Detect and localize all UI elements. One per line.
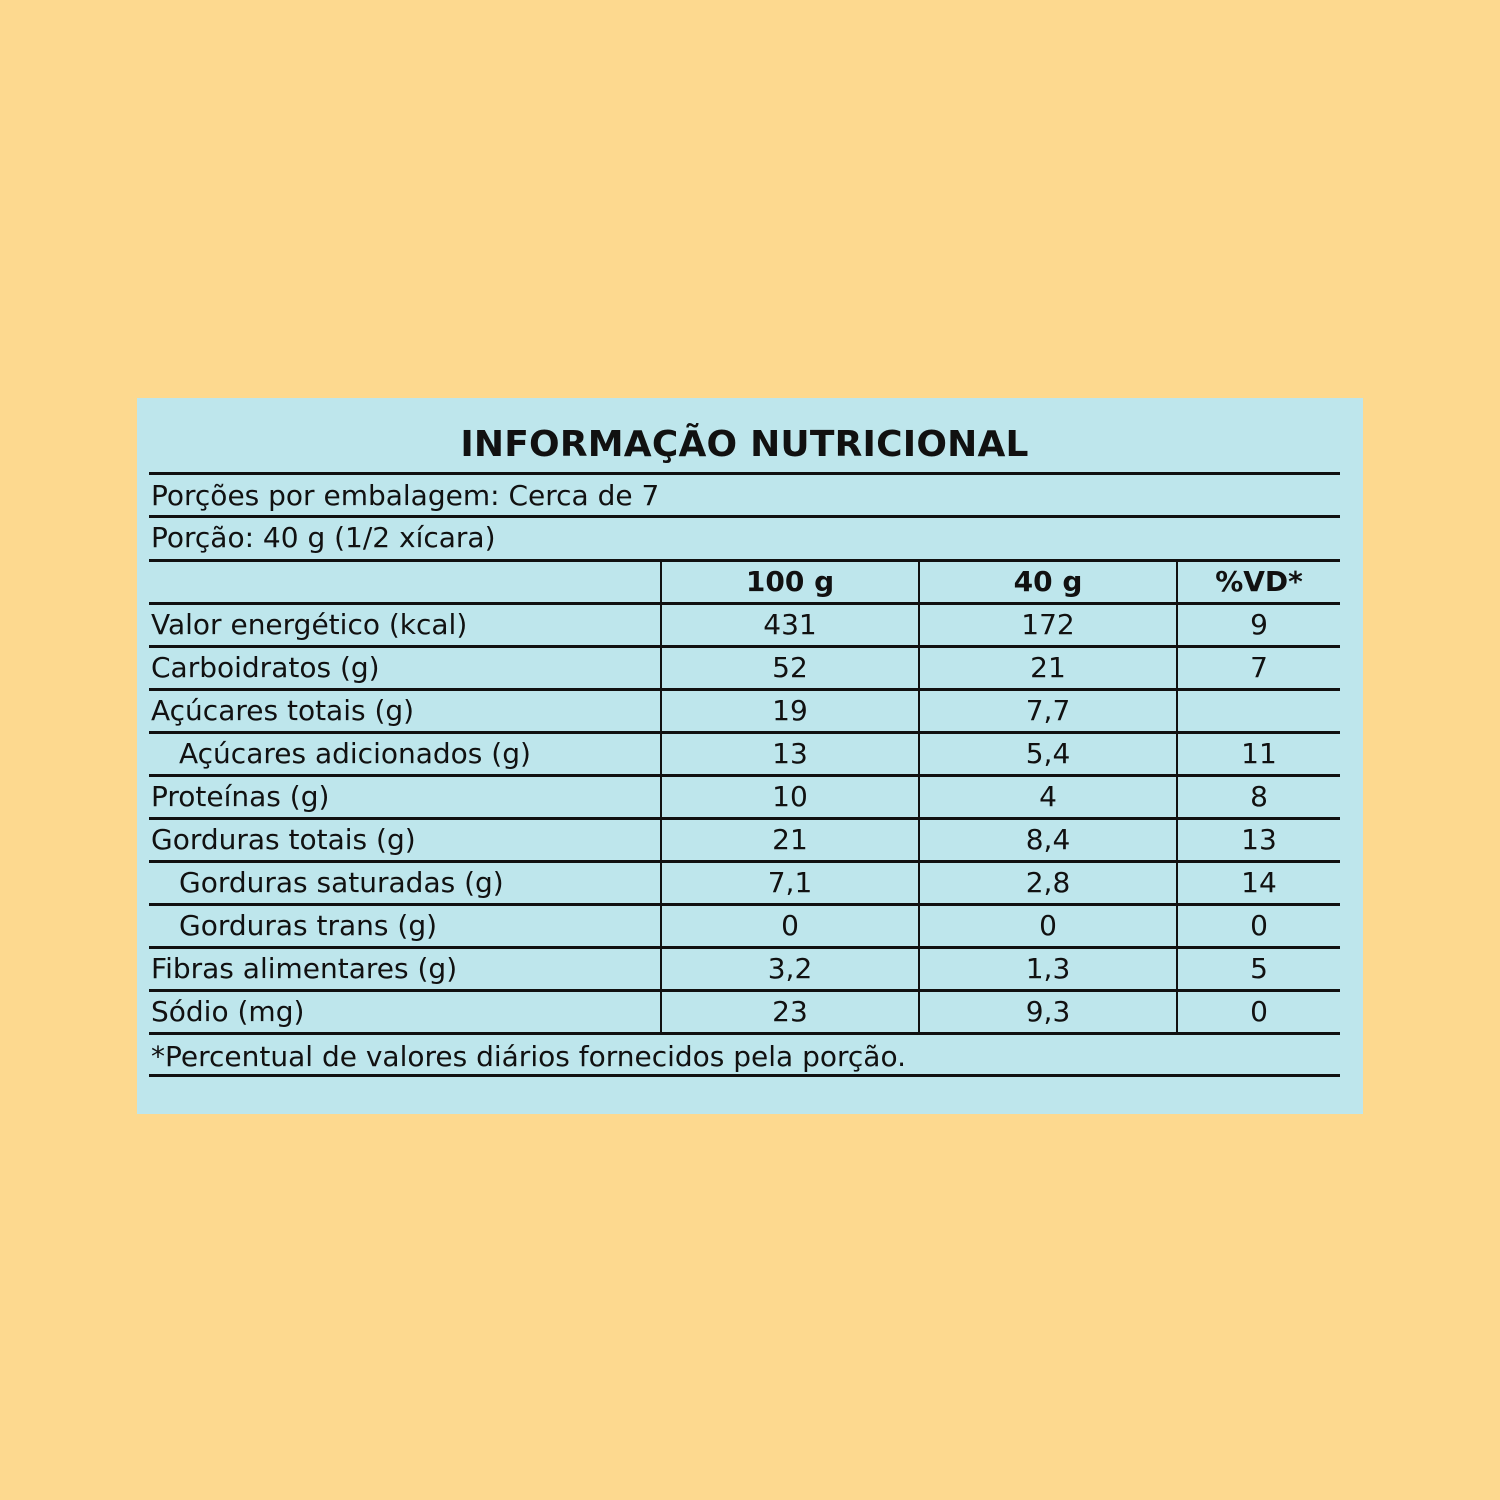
value-per-100g: 52 [661,647,919,690]
value-per-portion: 2,8 [919,862,1177,905]
value-per-portion: 4 [919,776,1177,819]
value-per-portion: 8,4 [919,819,1177,862]
value-per-100g: 21 [661,819,919,862]
nutrient-name: Gorduras totais (g) [149,819,661,862]
value-daily-percent [1177,690,1340,733]
table-row [149,819,1340,862]
value-per-portion: 5,4 [919,733,1177,776]
table-row [149,991,1340,1034]
nutrient-name: Valor energético (kcal) [149,604,661,647]
table-row [149,776,1340,819]
divider-line [149,1074,1340,1077]
value-per-portion: 9,3 [919,991,1177,1034]
value-per-100g: 3,2 [661,948,919,991]
value-daily-percent: 8 [1177,776,1340,819]
value-daily-percent: 14 [1177,862,1340,905]
table-row [149,905,1340,948]
value-daily-percent: 9 [1177,604,1340,647]
value-per-100g: 23 [661,991,919,1034]
header-per-portion: 40 g [919,562,1177,604]
value-per-100g: 10 [661,776,919,819]
table-row [149,948,1340,991]
value-per-100g: 19 [661,690,919,733]
value-per-100g: 7,1 [661,862,919,905]
value-per-portion: 21 [919,647,1177,690]
nutrient-name: Açúcares totais (g) [149,690,661,733]
header-nutrient [149,562,661,604]
value-daily-percent: 7 [1177,647,1340,690]
nutrient-name: Gorduras saturadas (g) [149,862,661,905]
value-daily-percent: 0 [1177,991,1340,1034]
value-per-portion: 1,3 [919,948,1177,991]
table-header-row [149,562,1340,604]
nutrient-name: Proteínas (g) [149,776,661,819]
table-row [149,862,1340,905]
divider-line [149,515,1340,518]
value-daily-percent: 13 [1177,819,1340,862]
nutrition-table [149,562,1340,1035]
value-daily-percent: 11 [1177,733,1340,776]
header-per-100g: 100 g [661,562,919,604]
nutrient-name: Gorduras trans (g) [149,905,661,948]
table-row [149,604,1340,647]
value-per-100g: 0 [661,905,919,948]
divider-line [149,472,1340,475]
table-row [149,733,1340,776]
serving-size: Porção: 40 g (1/2 xícara) [151,521,496,554]
nutrient-name: Carboidratos (g) [149,647,661,690]
value-daily-percent: 5 [1177,948,1340,991]
value-per-100g: 431 [661,604,919,647]
table-row [149,647,1340,690]
table-row [149,690,1340,733]
nutrient-name: Fibras alimentares (g) [149,948,661,991]
nutrient-name: Açúcares adicionados (g) [149,733,661,776]
nutrition-panel [137,398,1363,1114]
value-per-100g: 13 [661,733,919,776]
nutrient-name: Sódio (mg) [149,991,661,1034]
servings-per-package: Porções por embalagem: Cerca de 7 [151,479,660,512]
value-per-portion: 7,7 [919,690,1177,733]
label-title: INFORMAÇÃO NUTRICIONAL [460,424,1029,465]
value-daily-percent: 0 [1177,905,1340,948]
value-per-portion: 172 [919,604,1177,647]
footnote: *Percentual de valores diários fornecidos pela porção. [151,1040,906,1073]
header-daily-value: %VD* [1177,562,1340,604]
value-per-portion: 0 [919,905,1177,948]
